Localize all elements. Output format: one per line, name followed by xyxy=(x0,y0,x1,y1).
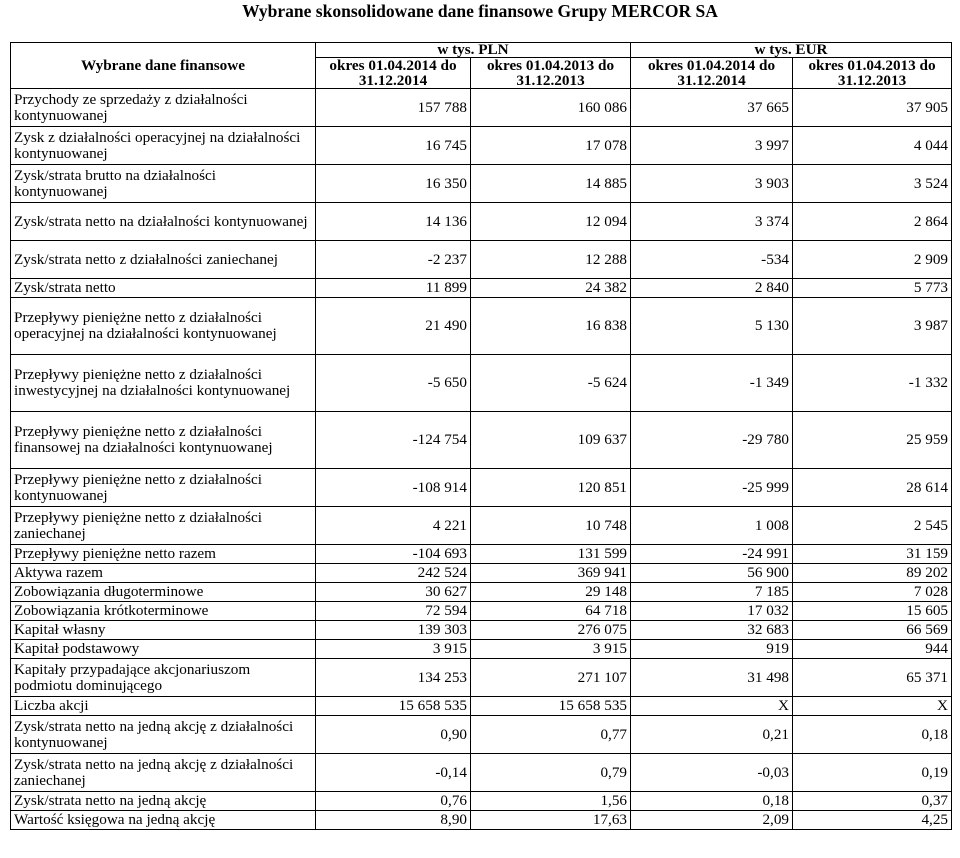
row-value: 109 637 xyxy=(471,412,631,469)
row-value: 11 899 xyxy=(316,279,471,298)
row-value: -124 754 xyxy=(316,412,471,469)
row-value: 0,77 xyxy=(471,716,631,754)
table-row xyxy=(11,716,952,754)
table-row xyxy=(11,811,952,830)
table-row xyxy=(11,298,952,355)
row-value: 15 605 xyxy=(793,602,952,621)
header-label: Wybrane dane finansowe xyxy=(11,43,316,89)
row-value: 160 086 xyxy=(471,89,631,127)
row-value: 16 838 xyxy=(471,298,631,355)
row-label: Przychody ze sprzedaży z działalności kontynuowanej xyxy=(11,89,316,127)
row-value: 0,37 xyxy=(793,792,952,811)
table-body xyxy=(11,89,952,830)
row-value: 120 851 xyxy=(471,469,631,507)
table-row xyxy=(11,602,952,621)
row-label: Zobowiązania długoterminowe xyxy=(11,583,316,602)
row-value: X xyxy=(793,697,952,716)
row-value: 4 044 xyxy=(793,127,952,165)
table-row xyxy=(11,89,952,127)
row-label: Zysk/strata netto na jedną akcję xyxy=(11,792,316,811)
table-row xyxy=(11,355,952,412)
table-row xyxy=(11,640,952,659)
row-value: 0,18 xyxy=(631,792,793,811)
row-label: Przepływy pieniężne netto z działalności inwestycyjnej na działalności kontynuowanej xyxy=(11,355,316,412)
row-value: 56 900 xyxy=(631,564,793,583)
row-value: -24 991 xyxy=(631,545,793,564)
row-label: Zobowiązania krótkoterminowe xyxy=(11,602,316,621)
row-value: 0,18 xyxy=(793,716,952,754)
row-label: Zysk/strata netto na jedną akcję z działalności kontynuowanej xyxy=(11,716,316,754)
row-value: 29 148 xyxy=(471,583,631,602)
row-value: -2 237 xyxy=(316,241,471,279)
row-value: 17 078 xyxy=(471,127,631,165)
row-value: 2 545 xyxy=(793,507,952,545)
row-value: -29 780 xyxy=(631,412,793,469)
row-label: Zysk/strata brutto na działalności kontynuowanej xyxy=(11,165,316,203)
row-label: Przepływy pieniężne netto z działalności kontynuowanej xyxy=(11,469,316,507)
row-value: 271 107 xyxy=(471,659,631,697)
row-value: -0,03 xyxy=(631,754,793,792)
row-label: Zysk/strata netto xyxy=(11,279,316,298)
table-row xyxy=(11,241,952,279)
row-value: 30 627 xyxy=(316,583,471,602)
row-label: Zysk/strata netto na działalności kontynuowanej xyxy=(11,203,316,241)
row-value: 17,63 xyxy=(471,811,631,830)
row-value: 10 748 xyxy=(471,507,631,545)
header-row-currency xyxy=(11,43,952,58)
table-row xyxy=(11,279,952,298)
row-label: Aktywa razem xyxy=(11,564,316,583)
table-row xyxy=(11,469,952,507)
row-value: 276 075 xyxy=(471,621,631,640)
row-value: 3 903 xyxy=(631,165,793,203)
row-value: 37 905 xyxy=(793,89,952,127)
row-value: 31 498 xyxy=(631,659,793,697)
row-value: -5 650 xyxy=(316,355,471,412)
row-label: Przepływy pieniężne netto z działalności finansowej na działalności kontynuowanej xyxy=(11,412,316,469)
row-value: -534 xyxy=(631,241,793,279)
table-row xyxy=(11,621,952,640)
row-label: Kapitały przypadające akcjonariuszom podmiotu dominującego xyxy=(11,659,316,697)
row-value: 0,19 xyxy=(793,754,952,792)
row-value: 14 136 xyxy=(316,203,471,241)
row-value: -0,14 xyxy=(316,754,471,792)
header-period: okres 01.04.2013 do 31.12.2013 xyxy=(793,58,952,89)
header-period: okres 01.04.2014 do 31.12.2014 xyxy=(631,58,793,89)
row-value: -25 999 xyxy=(631,469,793,507)
row-value: -104 693 xyxy=(316,545,471,564)
row-value: 12 094 xyxy=(471,203,631,241)
row-value: 0,76 xyxy=(316,792,471,811)
row-value: 17 032 xyxy=(631,602,793,621)
row-label: Zysk/strata netto z działalności zaniechanej xyxy=(11,241,316,279)
row-value: 2 864 xyxy=(793,203,952,241)
row-value: 0,21 xyxy=(631,716,793,754)
table-row xyxy=(11,754,952,792)
row-value: 15 658 535 xyxy=(471,697,631,716)
row-value: -1 349 xyxy=(631,355,793,412)
row-value: 0,79 xyxy=(471,754,631,792)
row-value: 32 683 xyxy=(631,621,793,640)
header-pln: w tys. PLN xyxy=(316,43,631,58)
table-row xyxy=(11,545,952,564)
row-value: 3 997 xyxy=(631,127,793,165)
header-period: okres 01.04.2014 do 31.12.2014 xyxy=(316,58,471,89)
table-row xyxy=(11,564,952,583)
row-value: 1,56 xyxy=(471,792,631,811)
row-label: Zysk z działalności operacyjnej na działalności kontynuowanej xyxy=(11,127,316,165)
row-value: 3 374 xyxy=(631,203,793,241)
header-eur: w tys. EUR xyxy=(631,43,952,58)
row-value: 369 941 xyxy=(471,564,631,583)
row-value: 3 987 xyxy=(793,298,952,355)
row-value: 24 382 xyxy=(471,279,631,298)
row-value: 3 524 xyxy=(793,165,952,203)
row-value: -108 914 xyxy=(316,469,471,507)
table-row xyxy=(11,659,952,697)
table-row xyxy=(11,792,952,811)
row-value: 65 371 xyxy=(793,659,952,697)
row-value: 157 788 xyxy=(316,89,471,127)
row-value: 8,90 xyxy=(316,811,471,830)
row-value: 28 614 xyxy=(793,469,952,507)
row-value: 21 490 xyxy=(316,298,471,355)
row-value: 37 665 xyxy=(631,89,793,127)
table-row xyxy=(11,127,952,165)
row-value: 1 008 xyxy=(631,507,793,545)
row-value: 4,25 xyxy=(793,811,952,830)
row-label: Przepływy pieniężne netto razem xyxy=(11,545,316,564)
row-value: 5 130 xyxy=(631,298,793,355)
row-value: 7 185 xyxy=(631,583,793,602)
row-label: Wartość księgowa na jedną akcję xyxy=(11,811,316,830)
row-label: Zysk/strata netto na jedną akcję z działalności zaniechanej xyxy=(11,754,316,792)
row-value: 31 159 xyxy=(793,545,952,564)
row-value: 89 202 xyxy=(793,564,952,583)
row-label: Kapitał własny xyxy=(11,621,316,640)
row-value: 15 658 535 xyxy=(316,697,471,716)
row-value: 0,90 xyxy=(316,716,471,754)
row-label: Liczba akcji xyxy=(11,697,316,716)
row-value: 2 909 xyxy=(793,241,952,279)
row-value: -5 624 xyxy=(471,355,631,412)
row-value: 2,09 xyxy=(631,811,793,830)
row-value: 139 303 xyxy=(316,621,471,640)
row-value: 66 569 xyxy=(793,621,952,640)
row-value: 25 959 xyxy=(793,412,952,469)
row-value: 72 594 xyxy=(316,602,471,621)
table-row xyxy=(11,412,952,469)
row-value: 2 840 xyxy=(631,279,793,298)
page-title: Wybrane skonsolidowane dane finansowe Grupy MERCOR SA xyxy=(242,1,718,21)
header-period: okres 01.04.2013 do 31.12.2013 xyxy=(471,58,631,89)
row-value: 242 524 xyxy=(316,564,471,583)
row-value: 5 773 xyxy=(793,279,952,298)
row-value: 3 915 xyxy=(316,640,471,659)
row-value: 3 915 xyxy=(471,640,631,659)
table-row xyxy=(11,507,952,545)
row-value: -1 332 xyxy=(793,355,952,412)
row-value: 14 885 xyxy=(471,165,631,203)
row-value: 944 xyxy=(793,640,952,659)
financial-data-table xyxy=(10,42,952,830)
row-value: 134 253 xyxy=(316,659,471,697)
table-row xyxy=(11,203,952,241)
table-row xyxy=(11,165,952,203)
table-row xyxy=(11,697,952,716)
row-value: 7 028 xyxy=(793,583,952,602)
row-value: 919 xyxy=(631,640,793,659)
row-value: 16 350 xyxy=(316,165,471,203)
row-label: Przepływy pieniężne netto z działalności zaniechanej xyxy=(11,507,316,545)
row-value: 131 599 xyxy=(471,545,631,564)
table-row xyxy=(11,583,952,602)
row-label: Kapitał podstawowy xyxy=(11,640,316,659)
row-value: 12 288 xyxy=(471,241,631,279)
row-value: 4 221 xyxy=(316,507,471,545)
row-value: 16 745 xyxy=(316,127,471,165)
row-value: X xyxy=(631,697,793,716)
row-value: 64 718 xyxy=(471,602,631,621)
row-label: Przepływy pieniężne netto z działalności operacyjnej na działalności kontynuowanej xyxy=(11,298,316,355)
